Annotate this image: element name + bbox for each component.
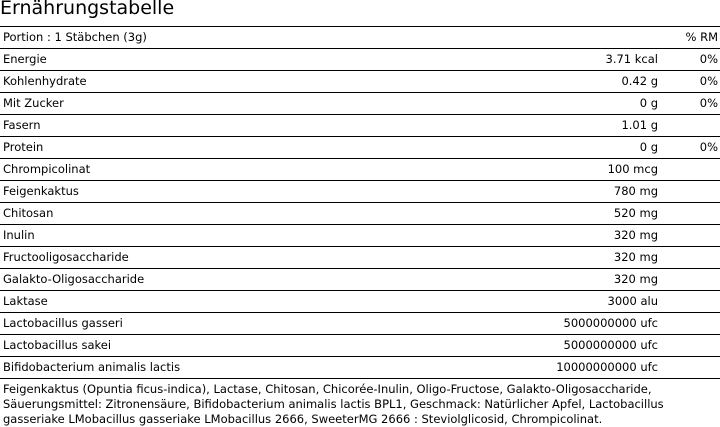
nutrient-rm bbox=[658, 159, 720, 181]
nutrient-name: Fasern bbox=[0, 115, 500, 137]
table-row bbox=[0, 159, 720, 181]
table-row bbox=[0, 247, 720, 269]
nutrient-rm bbox=[658, 357, 720, 379]
rm-header: % RM bbox=[658, 27, 720, 49]
nutrient-name: Lactobacillus sakei bbox=[0, 335, 500, 357]
nutrient-value: 3.71 kcal bbox=[500, 49, 658, 71]
nutrient-value: 320 mg bbox=[500, 247, 658, 269]
nutrient-value: 0 g bbox=[500, 137, 658, 159]
nutrient-name: Inulin bbox=[0, 225, 500, 247]
header-value-cell bbox=[500, 27, 658, 49]
nutrient-name: Laktase bbox=[0, 291, 500, 313]
nutrition-table bbox=[0, 26, 720, 379]
nutrient-value: 320 mg bbox=[500, 269, 658, 291]
table-row bbox=[0, 291, 720, 313]
nutrient-value: 320 mg bbox=[500, 225, 658, 247]
nutrient-name: Galakto-Oligosaccharide bbox=[0, 269, 500, 291]
nutrient-rm bbox=[658, 335, 720, 357]
table-row bbox=[0, 357, 720, 379]
nutrient-rm bbox=[658, 225, 720, 247]
nutrient-rm: 0% bbox=[658, 93, 720, 115]
table-row bbox=[0, 181, 720, 203]
page-title: Ernährungstabelle bbox=[0, 0, 175, 19]
table-row bbox=[0, 203, 720, 225]
nutrient-rm bbox=[658, 269, 720, 291]
nutrient-name: Energie bbox=[0, 49, 500, 71]
nutrient-name: Chitosan bbox=[0, 203, 500, 225]
nutrient-rm bbox=[658, 247, 720, 269]
nutrient-name: Feigenkaktus bbox=[0, 181, 500, 203]
nutrient-value: 100 mcg bbox=[500, 159, 658, 181]
nutrient-value: 1.01 g bbox=[500, 115, 658, 137]
nutrient-rm: 0% bbox=[658, 137, 720, 159]
nutrient-rm: 0% bbox=[658, 71, 720, 93]
nutrient-name: Mit Zucker bbox=[0, 93, 500, 115]
nutrient-name: Fructooligosaccharide bbox=[0, 247, 500, 269]
table-row bbox=[0, 225, 720, 247]
nutrient-name: Lactobacillus gasseri bbox=[0, 313, 500, 335]
nutrient-name: Protein bbox=[0, 137, 500, 159]
nutrient-name: Kohlenhydrate bbox=[0, 71, 500, 93]
nutrient-value: 0 g bbox=[500, 93, 658, 115]
nutrient-rm bbox=[658, 291, 720, 313]
table-row bbox=[0, 313, 720, 335]
nutrient-value: 3000 alu bbox=[500, 291, 658, 313]
nutrient-rm: 0% bbox=[658, 49, 720, 71]
ingredients-text: Feigenkaktus (Opuntia ficus-indica), Lactase, Chitosan, Chicorée-Inulin, Oligo-Fructose, Galakto-Oligosaccharide, Säuerungsmittel: Zitronensäure, Bifidobacterium animalis lactis BPL1, Geschmack: Natürlicher Apfel, Lactobacillus gasseriake LMobacillus gasseriake LMobacillus 2666, SweeterMG 2666 : Steviolglicosid, Chrompicolinat. bbox=[3, 382, 664, 426]
table-row bbox=[0, 71, 720, 93]
table-row bbox=[0, 115, 720, 137]
table-row bbox=[0, 93, 720, 115]
table-row bbox=[0, 49, 720, 71]
nutrient-rm bbox=[658, 181, 720, 203]
nutrient-value: 780 mg bbox=[500, 181, 658, 203]
nutrient-name: Bifidobacterium animalis lactis bbox=[0, 357, 500, 379]
nutrient-name: Chrompicolinat bbox=[0, 159, 500, 181]
nutrient-value: 5000000000 ufc bbox=[500, 313, 658, 335]
nutrient-value: 0.42 g bbox=[500, 71, 658, 93]
nutrient-value: 520 mg bbox=[500, 203, 658, 225]
table-row bbox=[0, 137, 720, 159]
table-header-row bbox=[0, 27, 720, 49]
nutrient-value: 5000000000 ufc bbox=[500, 335, 658, 357]
table-row bbox=[0, 335, 720, 357]
nutrient-rm bbox=[658, 313, 720, 335]
nutrient-rm bbox=[658, 203, 720, 225]
nutrient-value: 10000000000 ufc bbox=[500, 357, 658, 379]
portion-label: Portion : 1 Stäbchen (3g) bbox=[0, 27, 500, 49]
table-row bbox=[0, 269, 720, 291]
nutrient-rm bbox=[658, 115, 720, 137]
